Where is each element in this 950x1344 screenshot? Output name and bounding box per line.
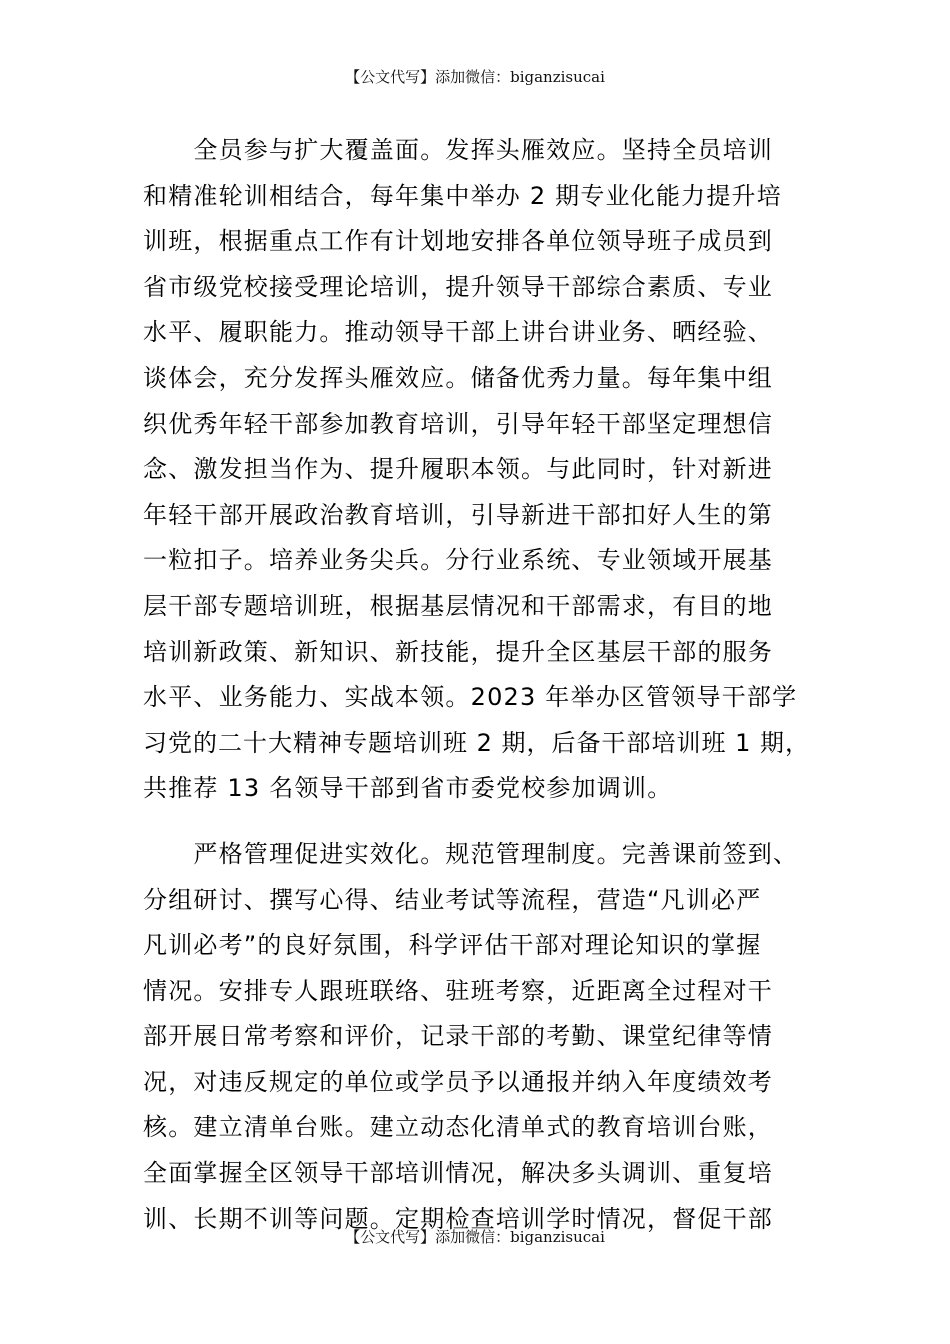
text-line: 凡训必考”的良好氛围，科学评估干部对理论知识的掌握 (143, 931, 762, 960)
text-line: 念、激发担当作为、提升履职本领。与此同时，针对新进 (143, 455, 773, 484)
paragraph-1 (143, 128, 811, 812)
text-line: 况，对违反规定的单位或学员予以通报并纳入年度绩效考 (143, 1067, 773, 1096)
page-header: 【公文代写】添加微信：biganzisucai (345, 68, 605, 86)
paragraph-2 (143, 832, 811, 1242)
text-line: 全员参与扩大覆盖面。发挥头雁效应。坚持全员培训 (143, 136, 773, 164)
text-line: 严格管理促进实效化。规范管理制度。完善课前签到、 (143, 839, 799, 868)
text-line: 水平、业务能力、实战本领。2023 年举办区管领导干部学 (143, 683, 798, 712)
text-line: 共推荐 13 名领导干部到省市委党校参加调训。 (143, 774, 673, 803)
text-line: 训班，根据重点工作有计划地安排各单位领导班子成员到 (143, 227, 773, 256)
text-line: 一粒扣子。培养业务尖兵。分行业系统、专业领域开展基 (143, 546, 773, 575)
text-line: 年轻干部开展政治教育培训，引导新进干部扣好人生的第 (143, 500, 773, 529)
text-line: 省市级党校接受理论培训，提升领导干部综合素质、专业 (143, 272, 773, 301)
text-line: 织优秀年轻干部参加教育培训，引导年轻干部坚定理想信 (143, 409, 773, 438)
text-line: 水平、履职能力。推动领导干部上讲台讲业务、晒经验、 (143, 318, 773, 347)
text-line: 核。建立清单台账。建立动态化清单式的教育培训台账， (143, 1113, 773, 1142)
text-line: 全面掌握全区领导干部培训情况，解决多头调训、重复培 (143, 1159, 773, 1188)
document-body (143, 128, 811, 1242)
text-line: 分组研讨、撰写心得、结业考试等流程，营造“凡训必严 (143, 885, 762, 914)
text-line: 部开展日常考察和评价，记录干部的考勤、课堂纪律等情 (143, 1022, 773, 1051)
text-line: 和精准轮训相结合，每年集中举办 2 期专业化能力提升培 (143, 181, 782, 210)
text-line: 习党的二十大精神专题培训班 2 期，后备干部培训班 1 期， (143, 728, 811, 757)
text-line: 层干部专题培训班，根据基层情况和干部需求，有目的地 (143, 591, 773, 620)
text-line: 培训新政策、新知识、新技能，提升全区基层干部的服务 (143, 637, 773, 666)
paragraph-spacer (143, 812, 811, 832)
text-line: 训、长期不训等问题。定期检查培训学时情况，督促干部 (143, 1204, 773, 1233)
page-footer: 【公文代写】添加微信：biganzisucai (345, 1228, 605, 1246)
text-line: 情况。安排专人跟班联络、驻班考察，近距离全过程对干 (143, 976, 773, 1005)
text-line: 谈体会，充分发挥头雁效应。储备优秀力量。每年集中组 (143, 363, 773, 392)
